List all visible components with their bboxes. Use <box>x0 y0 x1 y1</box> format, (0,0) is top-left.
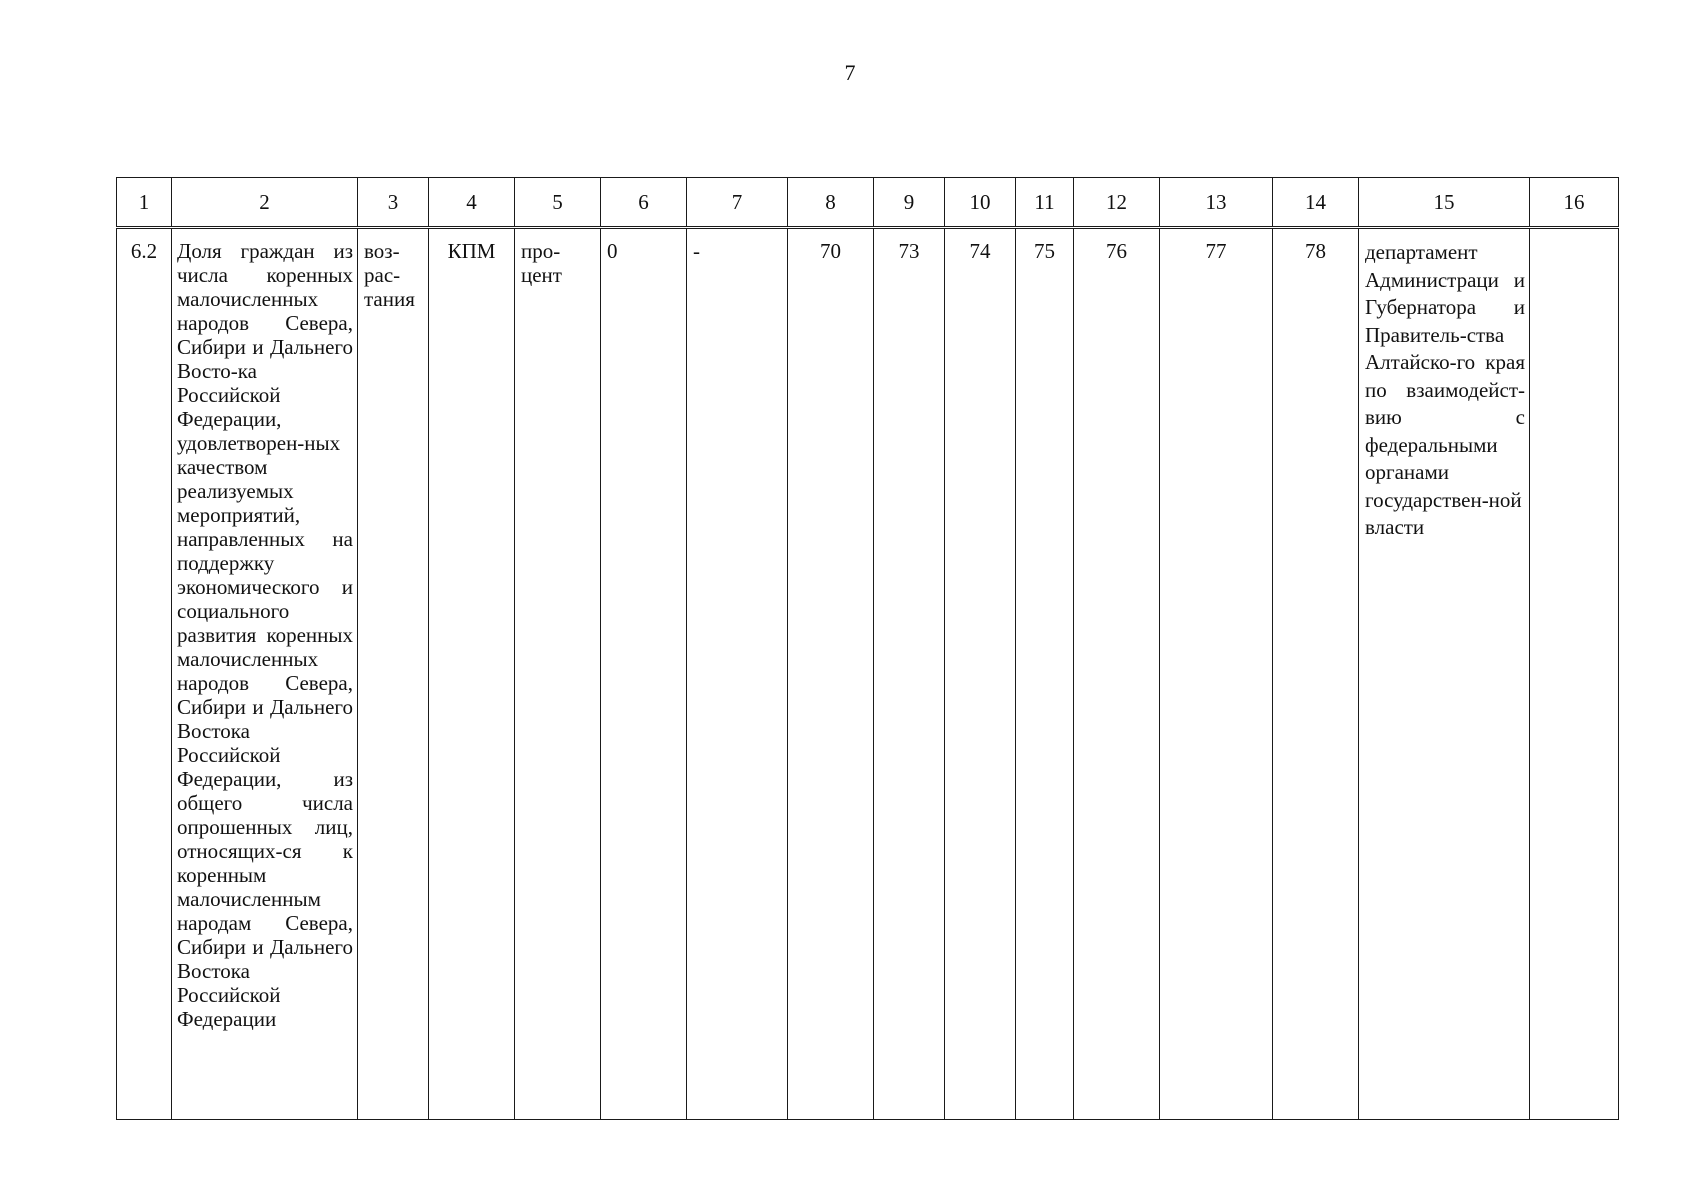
value-cell-13: 77 <box>1160 228 1273 1120</box>
column-header: 8 <box>788 178 874 228</box>
column-header: 16 <box>1530 178 1619 228</box>
column-header: 1 <box>117 178 172 228</box>
unit-cell: про- цент <box>515 228 601 1120</box>
value-cell-12: 76 <box>1074 228 1160 1120</box>
table-header-row <box>117 178 1619 228</box>
base-value-cell: 0 <box>601 228 687 1120</box>
value-cell-11: 75 <box>1016 228 1074 1120</box>
column-header: 4 <box>429 178 515 228</box>
column-header: 13 <box>1160 178 1273 228</box>
column-header: 14 <box>1273 178 1359 228</box>
indicator-name-cell: Доля граждан из числа коренных малочисленных народов Севера, Сибири и Дальнего Восто-ка Российской Федерации, удовлетворен-ных качеством реализуемых мероприятий, направленных на поддержку экономического и социального развития коренных малочисленных народов Севера, Сибири и Дальнего Востока Российской Федерации, из общего числа опрошенных лиц, относящих-ся к коренным малочисленным народам Севера, Сибири и Дальнего Востока Российской Федерации <box>172 228 358 1120</box>
column-header: 12 <box>1074 178 1160 228</box>
column-header: 10 <box>945 178 1016 228</box>
responsible-agency-cell: департамент Администраци и Губернатора и Правитель-ства Алтайско-го края по взаимодейст-вию с федеральными органами государствен-ной власти <box>1359 228 1530 1120</box>
value-cell-8: 70 <box>788 228 874 1120</box>
column-header: 15 <box>1359 178 1530 228</box>
row-index-cell: 6.2 <box>117 228 172 1120</box>
column-header: 3 <box>358 178 429 228</box>
column-header: 2 <box>172 178 358 228</box>
column-16-cell <box>1530 228 1619 1120</box>
column-header: 11 <box>1016 178 1074 228</box>
column-header: 6 <box>601 178 687 228</box>
table-row <box>117 228 1619 1120</box>
value-cell-14: 78 <box>1273 228 1359 1120</box>
indicator-table <box>116 177 1619 1120</box>
column-7-cell: - <box>687 228 788 1120</box>
value-cell-10: 74 <box>945 228 1016 1120</box>
column-header: 9 <box>874 178 945 228</box>
column-header: 7 <box>687 178 788 228</box>
indicator-type-cell: КПМ <box>429 228 515 1120</box>
column-header: 5 <box>515 178 601 228</box>
trend-cell: воз- рас- тания <box>358 228 429 1120</box>
page-number: 7 <box>844 60 856 85</box>
value-cell-9: 73 <box>874 228 945 1120</box>
